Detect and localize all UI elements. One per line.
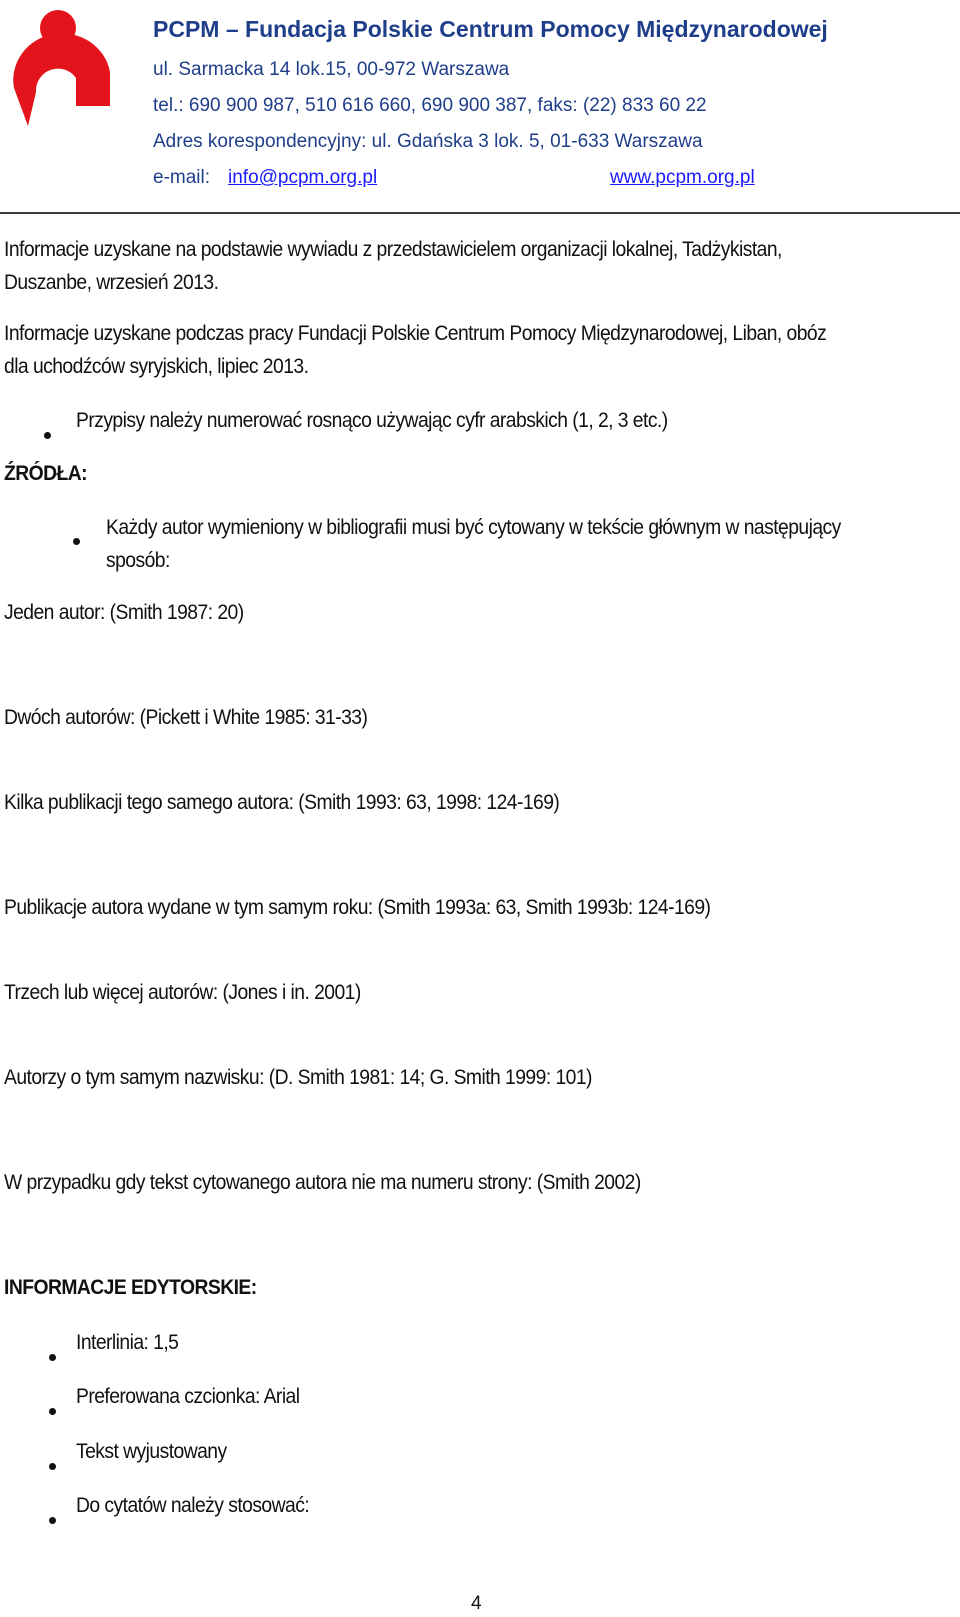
citation-example-two-authors: Dwóch autorów: (Pickett i White 1985: 31-33)	[4, 706, 368, 729]
bullet-icon	[44, 432, 51, 439]
contact-row	[153, 160, 953, 196]
citation-example-same-author: Kilka publikacji tego samego autora: (Smith 1993: 63, 1998: 124-169)	[4, 791, 560, 814]
source-2-line-1: Informacje uzyskane podczas pracy Fundacji Polskie Centrum Pomocy Międzynarodowej, Liban, obóz	[4, 322, 827, 345]
citation-example-same-surname: Autorzy o tym samym nazwisku: (D. Smith 1981: 14; G. Smith 1999: 101)	[4, 1066, 592, 1089]
address-line: ul. Sarmacka 14 lok.15, 00-972 Warszawa	[153, 59, 510, 80]
bullet-icon	[49, 1517, 56, 1524]
citation-example-no-page: W przypadku gdy tekst cytowanego autora nie ma numeru strony: (Smith 2002)	[4, 1171, 641, 1194]
editorial-item-line-spacing: Interlinia: 1,5	[76, 1331, 179, 1354]
editorial-item-font: Preferowana czcionka: Arial	[76, 1385, 300, 1408]
bullet-icon	[49, 1463, 56, 1470]
citation-instruction-line-1: Każdy autor wymieniony w bibliografii musi być cytowany w tekście głównym w następujący	[106, 516, 841, 539]
footnote-instruction: Przypisy należy numerować rosnąco używając cyfr arabskich (1, 2, 3 etc.)	[76, 409, 668, 432]
header-divider	[0, 212, 960, 214]
bullet-icon	[49, 1408, 56, 1415]
bullet-icon	[49, 1354, 56, 1361]
source-1-line-1: Informacje uzyskane na podstawie wywiadu z przedstawicielem organizacji lokalnej, Tadżykistan,	[4, 238, 782, 261]
editorial-item-quotes: Do cytatów należy stosować:	[76, 1494, 310, 1517]
citation-example-same-year: Publikacje autora wydane w tym samym roku: (Smith 1993a: 63, Smith 1993b: 124-169)	[4, 896, 711, 919]
sources-heading: ŹRÓDŁA:	[4, 462, 88, 485]
phone-line: tel.: 690 900 987, 510 616 660, 690 900 387, faks: (22) 833 60 22	[153, 95, 707, 116]
citation-example-three-authors: Trzech lub więcej autorów: (Jones i in. 2001)	[4, 981, 361, 1004]
letterhead	[153, 16, 953, 196]
email-label: e-mail:	[153, 167, 211, 188]
organization-name: PCPM – Fundacja Polskie Centrum Pomocy Międzynarodowej	[153, 16, 828, 42]
pcpm-logo-icon	[6, 6, 114, 132]
source-2-line-2: dla uchodźców syryjskich, lipiec 2013.	[4, 355, 309, 378]
bullet-icon	[73, 538, 80, 545]
editorial-heading: INFORMACJE EDYTORSKIE:	[4, 1276, 257, 1299]
page-number: 4	[471, 1593, 482, 1614]
email-link[interactable]: info@pcpm.org.pl	[228, 167, 378, 188]
website-link[interactable]: www.pcpm.org.pl	[610, 167, 755, 188]
citation-instruction-line-2: sposób:	[106, 549, 170, 572]
citation-example-one-author: Jeden autor: (Smith 1987: 20)	[4, 601, 244, 624]
correspondence-address-line: Adres korespondencyjny: ul. Gdańska 3 lok. 5, 01-633 Warszawa	[153, 131, 703, 152]
source-1-line-2: Duszanbe, wrzesień 2013.	[4, 271, 219, 294]
editorial-item-justified: Tekst wyjustowany	[76, 1440, 227, 1463]
